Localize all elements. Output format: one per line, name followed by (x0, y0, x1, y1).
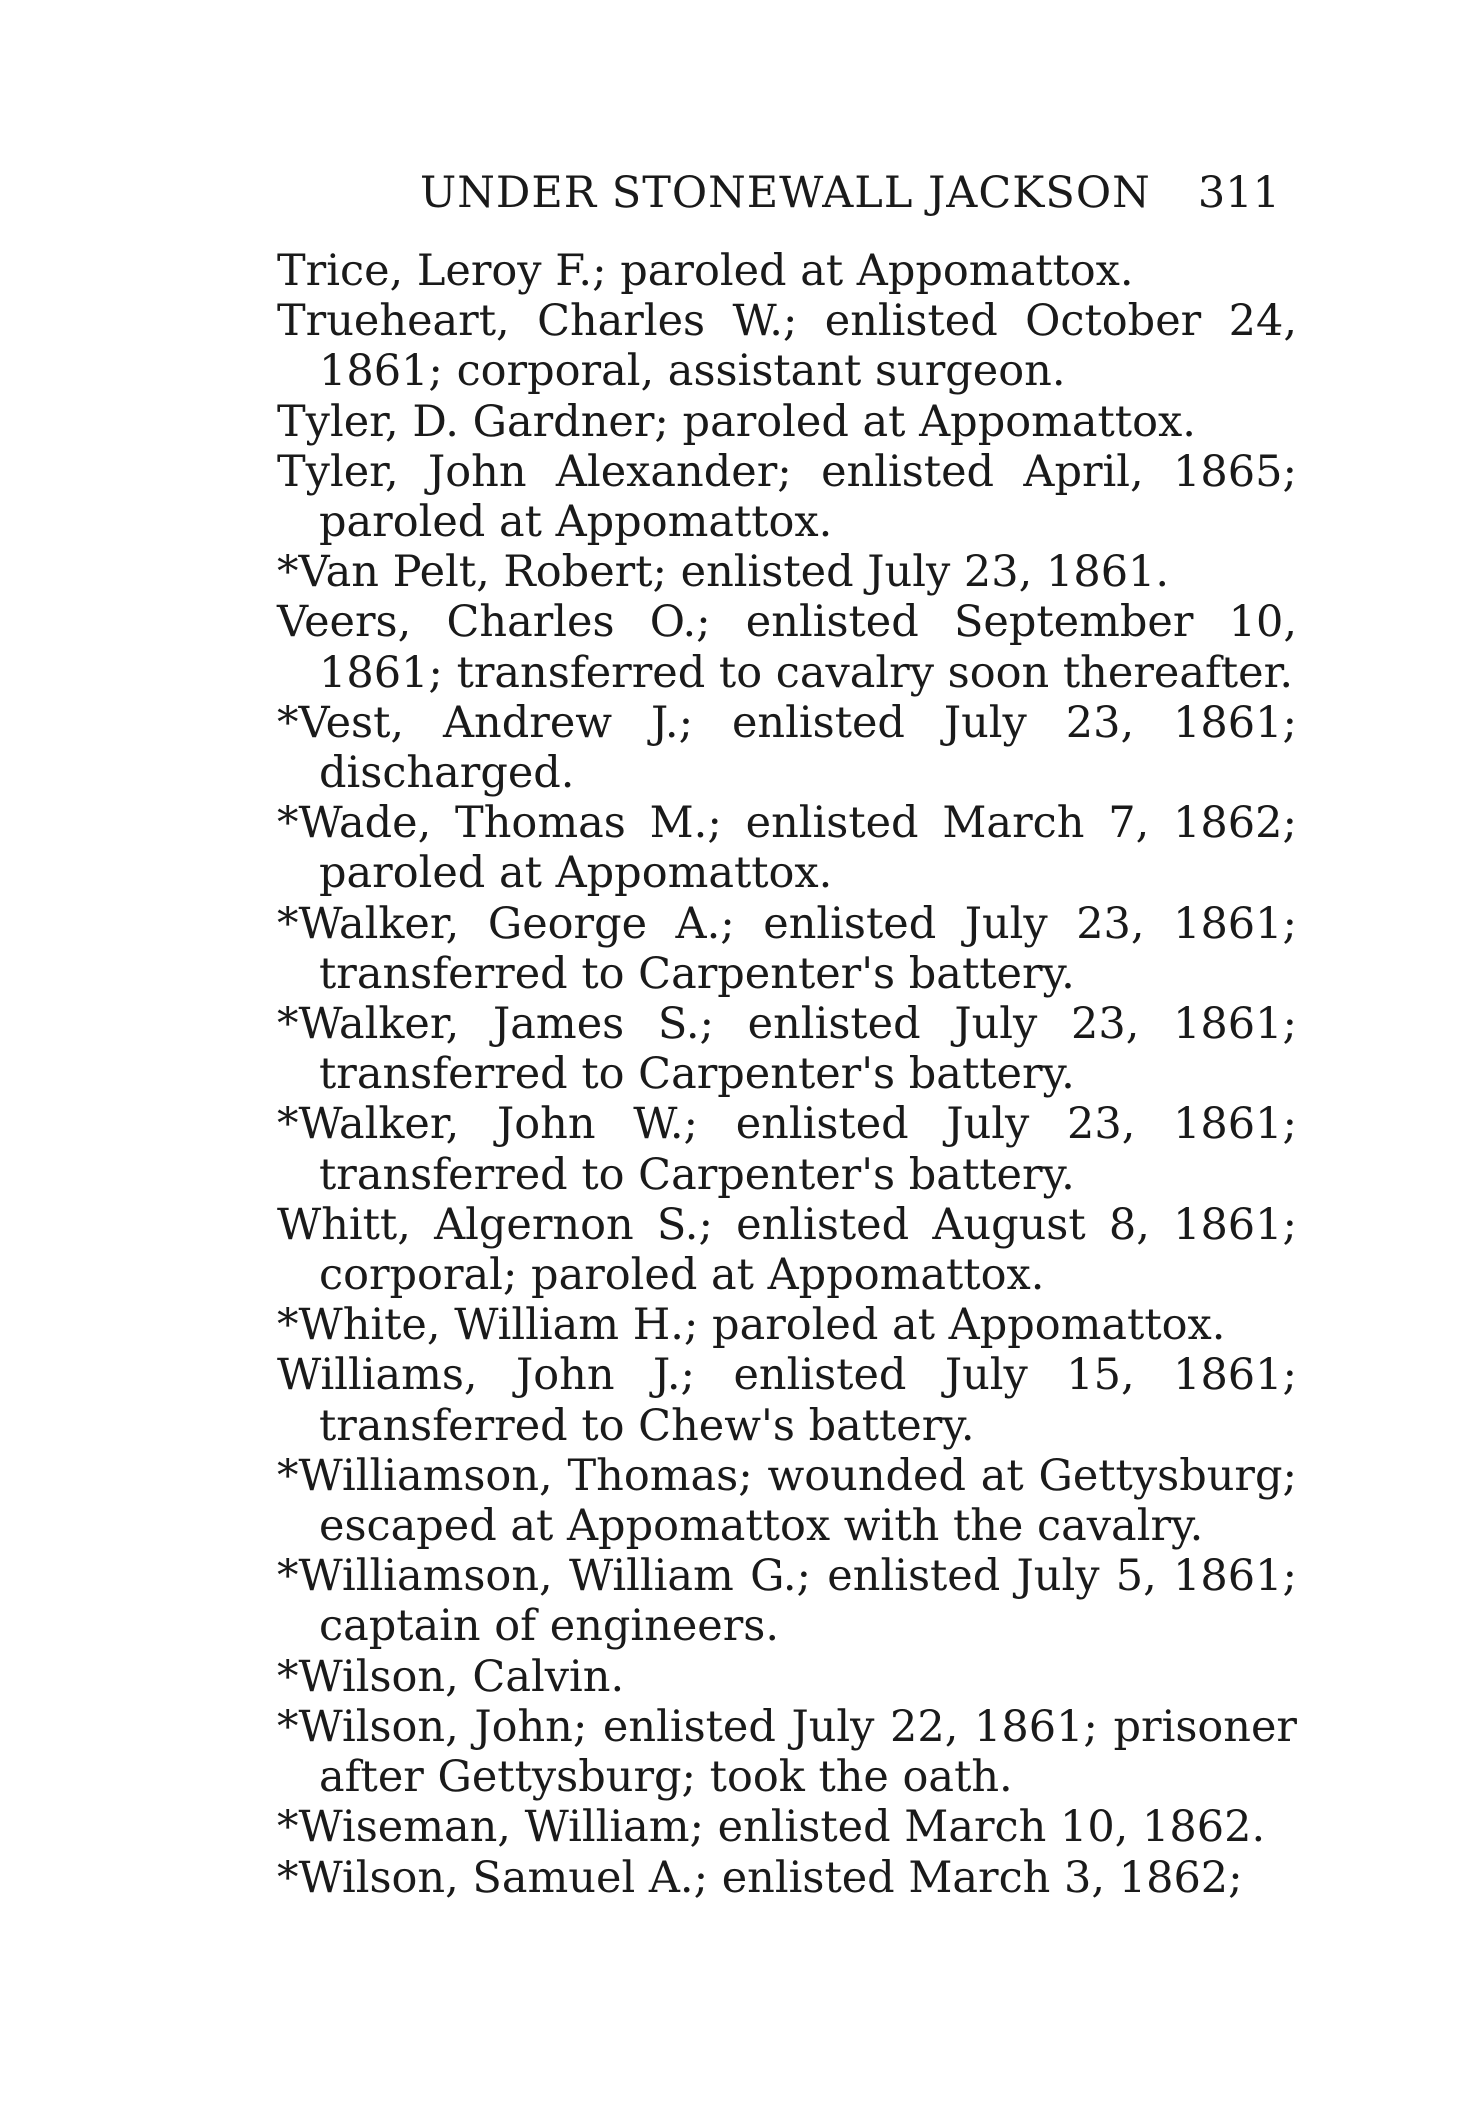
roster-entry: Trueheart, Charles W.; enlisted October 24, 1861; corporal, assistant surgeon. (277, 296, 1297, 397)
roster-entry: *Williamson, William G.; enlisted July 5, 1861; captain of engineers. (277, 1551, 1297, 1652)
roster-entry: *Walker, George A.; enlisted July 23, 1861; transferred to Carpenter's battery. (277, 898, 1297, 999)
roster-entry: Tyler, D. Gardner; paroled at Appomattox. (277, 396, 1196, 447)
roster-entry: *Van Pelt, Robert; enlisted July 23, 1861. (277, 547, 1170, 598)
roster-entry: *Walker, John W.; enlisted July 23, 1861; transferred to Carpenter's battery. (277, 1099, 1297, 1200)
running-title: UNDER STONEWALL JACKSON (420, 168, 1151, 218)
roster-entry: *Wiseman, William; enlisted March 10, 1862. (277, 1802, 1266, 1853)
roster-entry: *Wilson, Calvin. (277, 1651, 625, 1702)
roster-entry: *Wilson, John; enlisted July 22, 1861; prisoner after Gettysburg; took the oath. (277, 1701, 1297, 1803)
page-number: 311 (1197, 168, 1280, 218)
roster-entry: *Williamson, Thomas; wounded at Gettysburg; escaped at Appomattox with the cavalry. (277, 1450, 1297, 1552)
roster-entry: *Wilson, Samuel A.; enlisted March 3, 1862; (277, 1852, 1243, 1903)
roster-entry: Tyler, John Alexander; enlisted April, 1865; paroled at Appomattox. (277, 446, 1297, 548)
roster-entry: Whitt, Algernon S.; enlisted August 8, 1861; corporal; paroled at Appomattox. (277, 1199, 1297, 1301)
roster-entry: Williams, John J.; enlisted July 15, 1861; transferred to Chew's battery. (277, 1350, 1297, 1451)
roster-entry: Trice, Leroy F.; paroled at Appomattox. (277, 246, 1134, 296)
roster-entry: *White, William H.; paroled at Appomattox. (277, 1300, 1226, 1351)
roster-entry: Veers, Charles O.; enlisted September 10, 1861; transferred to cavalry soon thereafter. (277, 597, 1297, 698)
running-header (420, 168, 1280, 228)
roster-list (277, 246, 1297, 1903)
roster-entry: *Walker, James S.; enlisted July 23, 1861; transferred to Carpenter's battery. (277, 999, 1297, 1100)
roster-entry: *Wade, Thomas M.; enlisted March 7, 1862; paroled at Appomattox. (277, 798, 1297, 899)
roster-entry: *Vest, Andrew J.; enlisted July 23, 1861; discharged. (277, 697, 1297, 799)
